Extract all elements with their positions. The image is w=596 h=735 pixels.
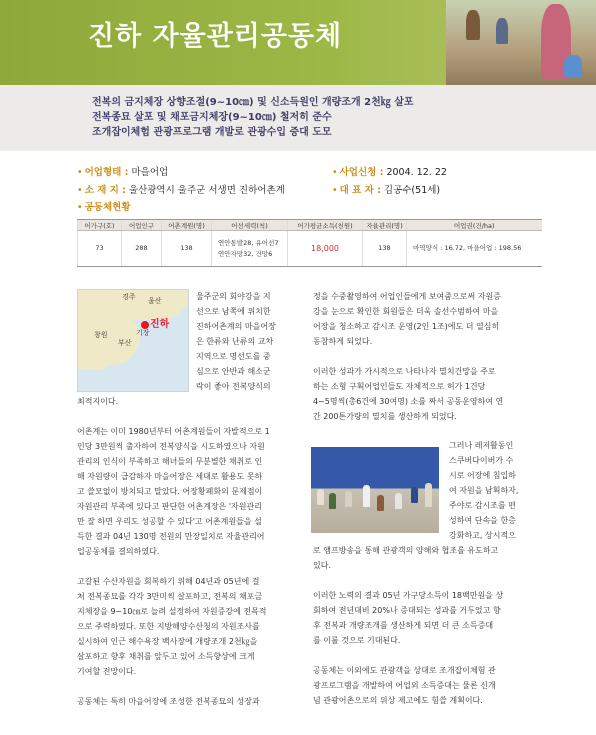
table-cell-income: 18,000 [288,231,363,267]
summary-line: 조개잡이체험 관광프로그램 개발로 관광수입 증대 도모 [92,127,332,138]
summary-box [0,85,596,151]
paragraph: 이러한 성과가 가시적으로 나타나자 멸치건망을 주로 하는 소형 구획어업인들도 자체적으로 허가 1건당 4~5명씩(총6건에 30여명) 소를 짜서 공동운영하여 연 간 200톤가량의 멸치를 생산하게 되었다. [313,367,504,421]
paragraph: 정을 수중촬영하여 어업인들에게 보여줌으로써 자원증 강을 눈으로 확인한 회원들은 더욱 솔선수범하여 마을 어장을 청소하고 감시조 운영(2인 1조)에도 더 열심히 동참하게 되었다. [313,292,501,346]
table-header: 어업권(건/ha) [407,220,542,231]
map-pin-label: 진하 [150,319,170,330]
info-registration: • 사업신청 : 2004. 12. 22 [332,167,447,178]
paragraph: 고갈된 수산자원을 회복하기 위해 04년과 05년에 걸 쳐 전복종묘를 각각 3만미씩 살포하고, 전복의 채포금 지체장을 9~10㎝로 늘려 설정하여 자원증강에 전목적 으로 주력하였다. 또한 지방해양수산청의 자원조사를 실시하여 인근 해수욕장 백사장에 개량조개 2천㎏을 살포하고 향후 채취를 앞두고 있어 소득향상에 크게 기여할 전망이다. [77,577,267,676]
bullet-icon: • [77,185,83,196]
summary-line: 전복종묘 살포 및 채포금지체장(9~10㎝) 철저히 준수 [92,112,332,123]
info-type: • 어업형태 : 마을어업 [77,167,169,178]
table-cell: 73 [78,231,122,267]
paragraph: 울주군의 회야강을 지 선으로 남쪽에 위치한 진하어촌계의 마을어장 은 한류와 난류의 교차 지역으로 명선도를 중 심으로 안반과 해소군 락이 좋아 전복양식의 [196,292,276,391]
paragraph: 이러한 노력의 결과 05년 가구당소득이 18백만원을 상 회하여 전년대비 20%나 증대되는 성과를 거두었고 향 후 전복과 개량조개를 생산하게 되면 더 큰 소득증대 를 이룰 것으로 기대된다. [313,591,504,645]
info-status-heading: • 공동체현황 [77,202,131,213]
bullet-icon: • [77,202,83,213]
table-cell-vessels: 연안통발28, 유어선7 연안자망32, 건망6 [212,231,288,267]
table-header: 어가평균소득(천원) [288,220,363,231]
column-right [313,289,529,708]
table-header: 어선세력(척) [212,220,288,231]
bullet-icon: • [332,185,338,196]
map-label: 기장 [136,329,150,337]
community-status-table [77,219,542,267]
table-header: 자율관리(명) [363,220,407,231]
table-cell: 138 [162,231,212,267]
column-left [77,289,293,709]
table-cell: 288 [122,231,162,267]
bullet-icon: • [332,167,338,178]
table-row [78,231,542,267]
paragraph: 최적지이다. [77,397,119,406]
map-label: 부산 [118,339,132,347]
paragraph: 어촌계는 이미 1980년부터 어촌계원들이 자발적으로 1 인당 3만원씩 출자하여 전복양식을 시도하였으나 자원 관리의 인식이 부족하고 해녀들의 무분별한 채취로 인 해 자원량이 급감하자 마을어장은 세대로 활용도 못하 고 쓸모없이 방치되고 말았다. 어장황폐화의 문제점이 자원관리 부족에 있다고 판단한 어촌계장은 '자원관리 만 잘 하면 우리도 성공할 수 있다'고 어촌계원들을 설 득한 결과 04년 130명 전원의 만장일치로 자율관리어 업공동체를 결의하였다. [77,427,270,556]
map-label: 경주 [122,293,136,301]
header-banner [0,0,596,85]
table-cell: 마역양식 : 16.72, 마을어업 : 198.56 [407,231,542,267]
info-representative: • 대 표 자 : 김공수(51세) [332,185,441,196]
table-header-row [78,220,542,231]
bullet-icon: • [77,167,83,178]
table-header: 어촌계원(명) [162,220,212,231]
map-label: 창원 [94,331,108,339]
paragraph: 공동체는 특히 마을어장에 조성한 전복종묘의 성장과 [77,697,260,706]
photo-figure [564,55,582,77]
table-cell: 138 [363,231,407,267]
paragraph: 그러나 레저활동인 스쿠버다이버가 수 시로 어장에 침입하 여 자원을 남획하자, 주야로 감시조를 편 성하여 단속을 한층 강화하고, 상시적으 로 앰프방송을 통해 관광객의 양해와 협조를 유도하고 있다. [313,441,519,570]
table-header: 어가구(호) [78,220,122,231]
map-label: 울산 [148,297,162,305]
photo-figure [466,10,480,40]
photo-figure [496,18,508,44]
info-address: • 소 재 지 : 울산광역시 울주군 서생면 진하어촌계 [77,185,285,196]
page-title: 진하 자율관리공동체 [88,21,343,52]
table-header: 어업인구 [122,220,162,231]
paragraph: 공동체는 이외에도 관광객을 상대로 조개잡이체험 관 광프로그램을 개발하여 어업외 소득증대는 물론 신개 념 관광어촌으로의 위상 제고에도 힘쓸 계획이다. [313,666,496,705]
summary-line: 전복의 금지체장 상향조절(9~10㎝) 및 신소득원인 개량조개 2천㎏ 살포 [92,97,414,108]
header-photo [446,0,596,85]
